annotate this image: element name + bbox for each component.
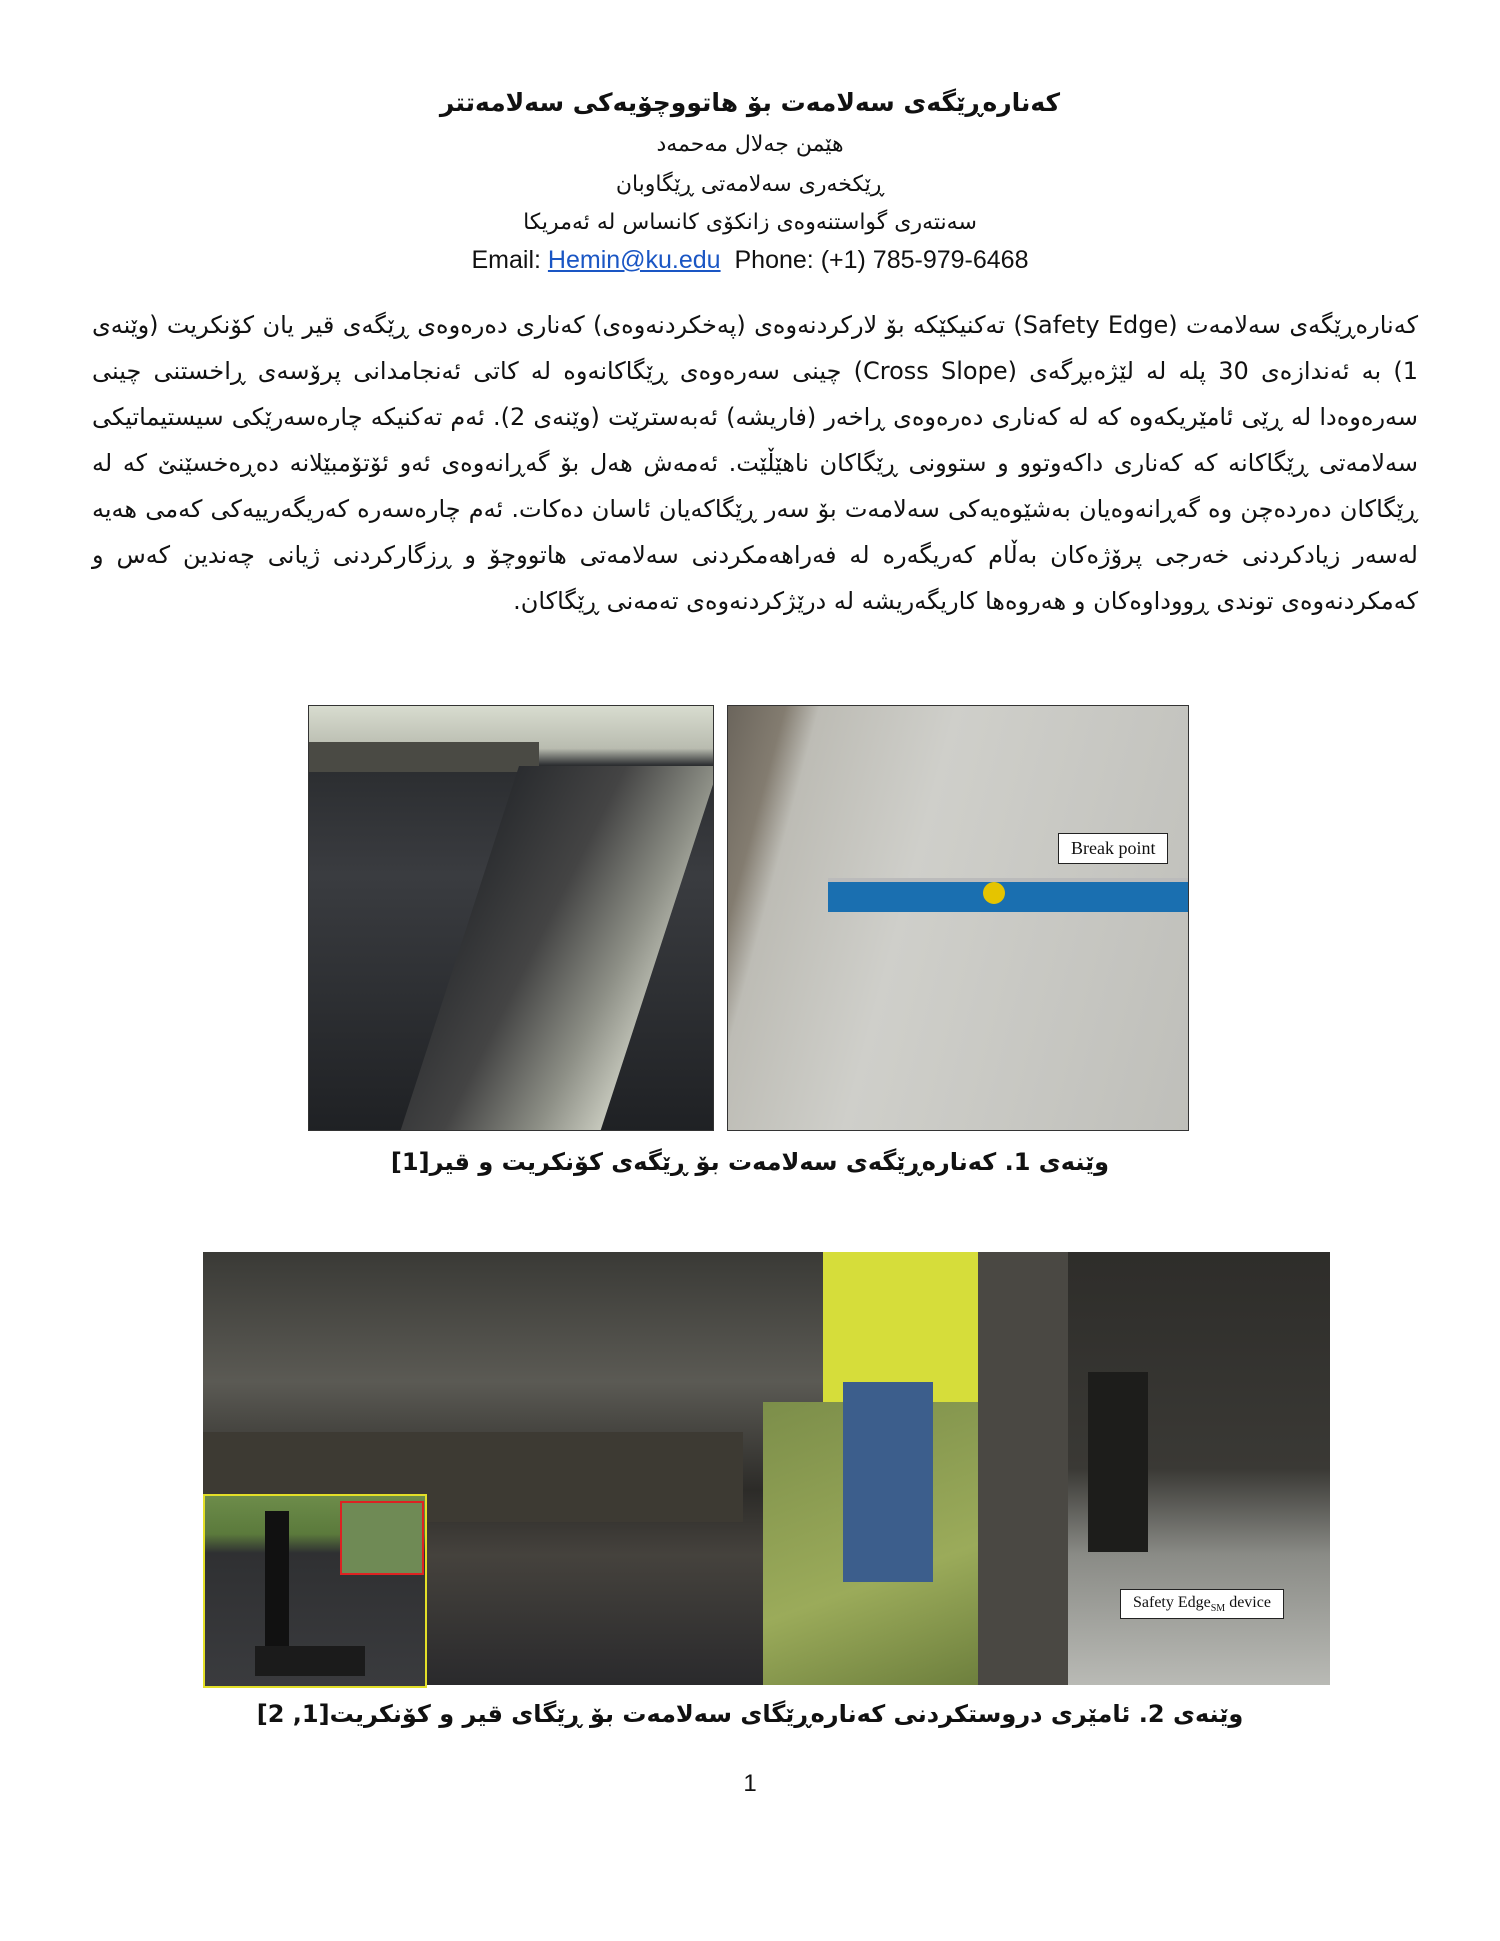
safety-edge-device-callout: [1120, 1589, 1284, 1619]
email-link[interactable]: Hemin@ku.edu: [547, 246, 721, 274]
document-title: کەنارەڕێگەی سەلامەت بۆ هاتووچۆیەکی سەلامەتتر: [439, 88, 1061, 117]
phone-number: (+1) 785-979-6468: [820, 246, 1029, 274]
safety-edge-inset-photo: [203, 1494, 427, 1688]
safety-edge-device-closeup-photo: [978, 1252, 1330, 1685]
contact-line: [0, 246, 1500, 275]
author-position: ڕێکخەری سەلامەتی ڕێگاوبان: [615, 172, 885, 197]
figure2-caption: وێنەی 2. ئامێری دروستکردنی کەنارەڕێگای سەلامەت بۆ ڕێگای قیر و کۆنکریت[1, 2]: [256, 1700, 1244, 1728]
callout-tail-text: device: [1225, 1594, 1271, 1611]
page-number: 1: [743, 1770, 757, 1797]
body-paragraph: کەنارەڕێگەی سەلامەت (Safety Edge) تەکنیکێکە بۆ لارکردنەوەی (پەخکردنەوەی) کەناری دەرەوەی ڕێگەی قیر یان کۆنکریت (وێنەی 1) بە ئەندازەی 30 پلە لە لێژەبڕگەی (Cross Slope) چینی سەرەوەی ڕێگاکانەوە لە کاتی ئەنجامدانی پرۆسەی ڕاخستنی چینی سەرەوەدا لە ڕێی ئامێریکەوە کە لە کەناری دەرەوەی ڕاخەر (فاریشە) ئەبەسترێت (وێنەی 2). ئەم تەکنیکە چارەسەرێکی سیستیماتیکی سەلامەتی ڕێگاکانە کە کەناری داکەوتوو و ستوونی ڕێگاکان ناهێڵێت. ئەمەش هەل بۆ گەڕانەوەی ئەو ئۆتۆمبێلانە دەڕەخسێنێ کە لە ڕێگاکان دەردەچن وە گەڕانەوەیان بەشێوەیەکی سەلامەت بۆ سەر ڕێگاکەیان ئاسان دەکات. ئەم چارەسەرە کەریگەرییەکی کەمی هەیە لەسەر زیادکردنی خەرجی پرۆژەکان بەڵام کەریگەرە لە فەراهەمکردنی سەلامەتی هاتووچۆ و ڕزگارکردنی ژیانی چەندین کەس و کەمکردنەوەی توندی ڕووداوەکان و هەروەها کاریگەریشە لە درێژکردنەوەی تەمەنی ڕێگاکان.: [92, 311, 1419, 615]
author-name: هێمن جەلال مەحمەد: [656, 132, 844, 157]
callout-subscript: SM: [1210, 1603, 1226, 1615]
author-affiliation: سەنتەری گواستنەوەی زانکۆی کانساس لە ئەمریکا: [523, 210, 977, 235]
callout-text: Safety Edge: [1133, 1594, 1211, 1611]
asphalt-safety-edge-photo: [308, 705, 714, 1131]
figure1-caption: وێنەی 1. کەنارەڕێگەی سەلامەت بۆ ڕێگەی کۆنکریت و قیر[1]: [390, 1148, 1110, 1176]
phone-label: Phone:: [734, 246, 814, 274]
concrete-safety-edge-photo: [727, 705, 1189, 1131]
break-point-callout: Break point: [1058, 833, 1168, 864]
email-label: Email:: [471, 246, 541, 274]
